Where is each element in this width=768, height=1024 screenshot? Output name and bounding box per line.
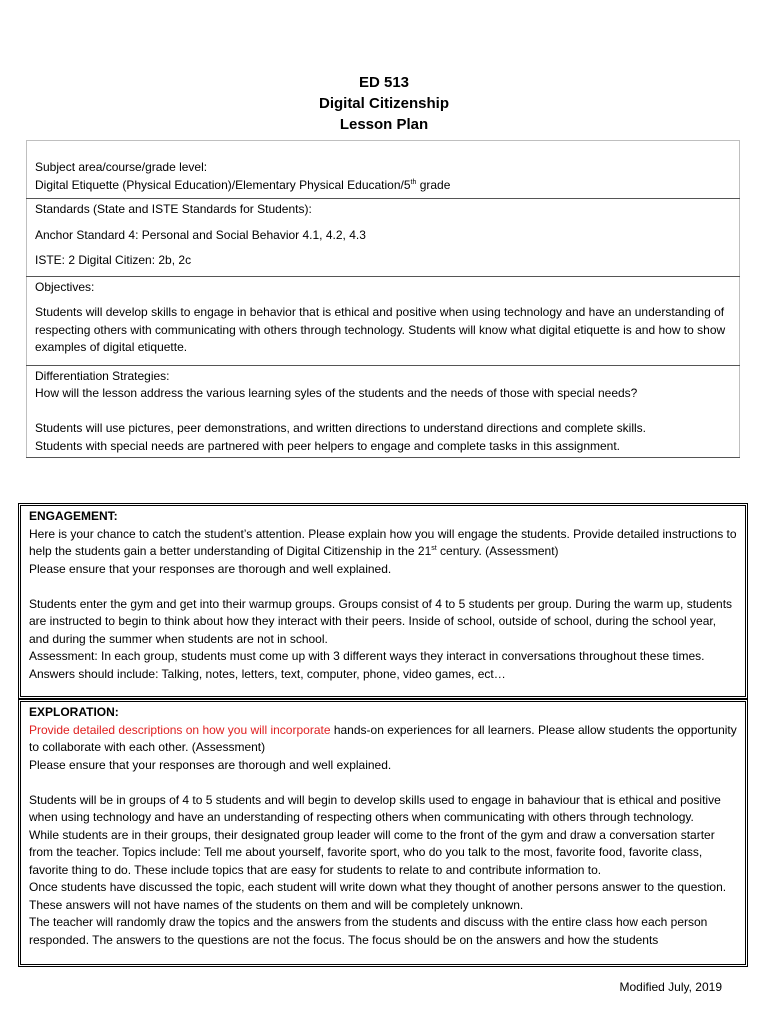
row-divider [26, 457, 740, 458]
engagement-answers: Answers should include: Talking, notes, letters, text, computer, phone, video games, ect… [29, 666, 506, 681]
engagement-body: Students enter the gym and get into their warmup groups. Groups consist of 4 to 5 students per group. During the warm up, students are instructed to begin to think about how they interact with their peers. Inside of school, outside of school, during the school year, and during the summer when students are not in school. [29, 596, 733, 646]
standards-cell [27, 199, 739, 276]
differentiation-question: How will the lesson address the various learning syles of the students and the needs of those with special needs? [35, 386, 638, 400]
differentiation-label: Differentiation Strategies: [35, 368, 170, 383]
objectives-label: Objectives: [35, 279, 95, 294]
differentiation-line-1: Students will use pictures, peer demonstrations, and written directions to understand directions and complete skills. [35, 421, 646, 435]
exploration-heading: EXPLORATION: [29, 705, 119, 719]
document-subtitle: Lesson Plan [339, 116, 429, 133]
exploration-box [18, 699, 748, 967]
iste-standard: ISTE: 2 Digital Citizen: 2b, 2c [35, 253, 192, 267]
engagement-heading: ENGAGEMENT: [29, 509, 118, 523]
page-header [0, 72, 768, 135]
anchor-standard: Anchor Standard 4: Personal and Social Behavior 4.1, 4.2, 4.3 [35, 227, 366, 242]
exploration-paragraph-4: The teacher will randomly draw the topics and the answers from the students and discuss with the entire class how each person responded. The answers to the questions are not the focus. The focus should be on the answers and how the students [29, 915, 708, 947]
objectives-text: Students will develop skills to engage in behavior that is ethical and positive when using technology and have an understanding of respecting others with communicating with others through technology. Students will know what digital etiquette is and how to show examples of digital etiquette. [35, 305, 726, 354]
exploration-paragraph-1: Students will be in groups of 4 to 5 students and will begin to develop skills used to engage in bahaviour that is ethical and positive when using technology and have an understanding of respecting others when communicating with others through technology. [29, 792, 721, 824]
subject-cell [27, 141, 739, 198]
exploration-paragraph-3: Once students have discussed the topic, each student will write down what they thought of another persons answer to the question. These answers will not have names of the students on them and will be completely unknown. [29, 880, 727, 912]
engagement-prompt: Here is your chance to catch the student’s attention. Please explain how you will engage the students. Provide detailed instructions to help the students gain a better understanding of Digital Citizenship in the 21st century. (Assessment) [29, 526, 737, 558]
engagement-box [18, 503, 748, 699]
document-title: Digital Citizenship [318, 95, 449, 112]
exploration-prompt-2: Please ensure that your responses are thorough and well explained. [29, 757, 392, 772]
lesson-plan-table [26, 140, 740, 458]
engagement-assessment: Assessment: In each group, students must come up with 3 different ways they interact in conversations throughout these times. [29, 649, 705, 663]
differentiation-cell [27, 366, 739, 458]
subject-label: Subject area/course/grade level: [35, 160, 208, 174]
engagement-prompt-2: Please ensure that your responses are thorough and well explained. [29, 561, 392, 576]
modified-date: Modified July, 2019 [619, 980, 722, 994]
course-code: ED 513 [358, 74, 410, 91]
standards-label: Standards (State and ISTE Standards for Students): [35, 202, 312, 216]
exploration-prompt: Provide detailed descriptions on how you will incorporate hands-on experiences for all learners. Please allow students the opportunity to collaborate with each other. (Assessment) [29, 722, 737, 754]
subject-value: Digital Etiquette (Physical Education)/Elementary Physical Education/5th grade [35, 177, 451, 192]
exploration-paragraph-2: While students are in their groups, their designated group leader will come to the front of the gym and draw a conversation starter from the teacher. Topics include: Tell me about yourself, favorite sport, who do you talk to the most, favorite food, favorite class, favorite thing to do. These include topics that are easy for students to relate to and contribute information to. [29, 827, 715, 877]
objectives-cell [27, 277, 739, 365]
differentiation-line-2: Students with special needs are partnered with peer helpers to engage and complete tasks in this assignment. [35, 438, 621, 453]
